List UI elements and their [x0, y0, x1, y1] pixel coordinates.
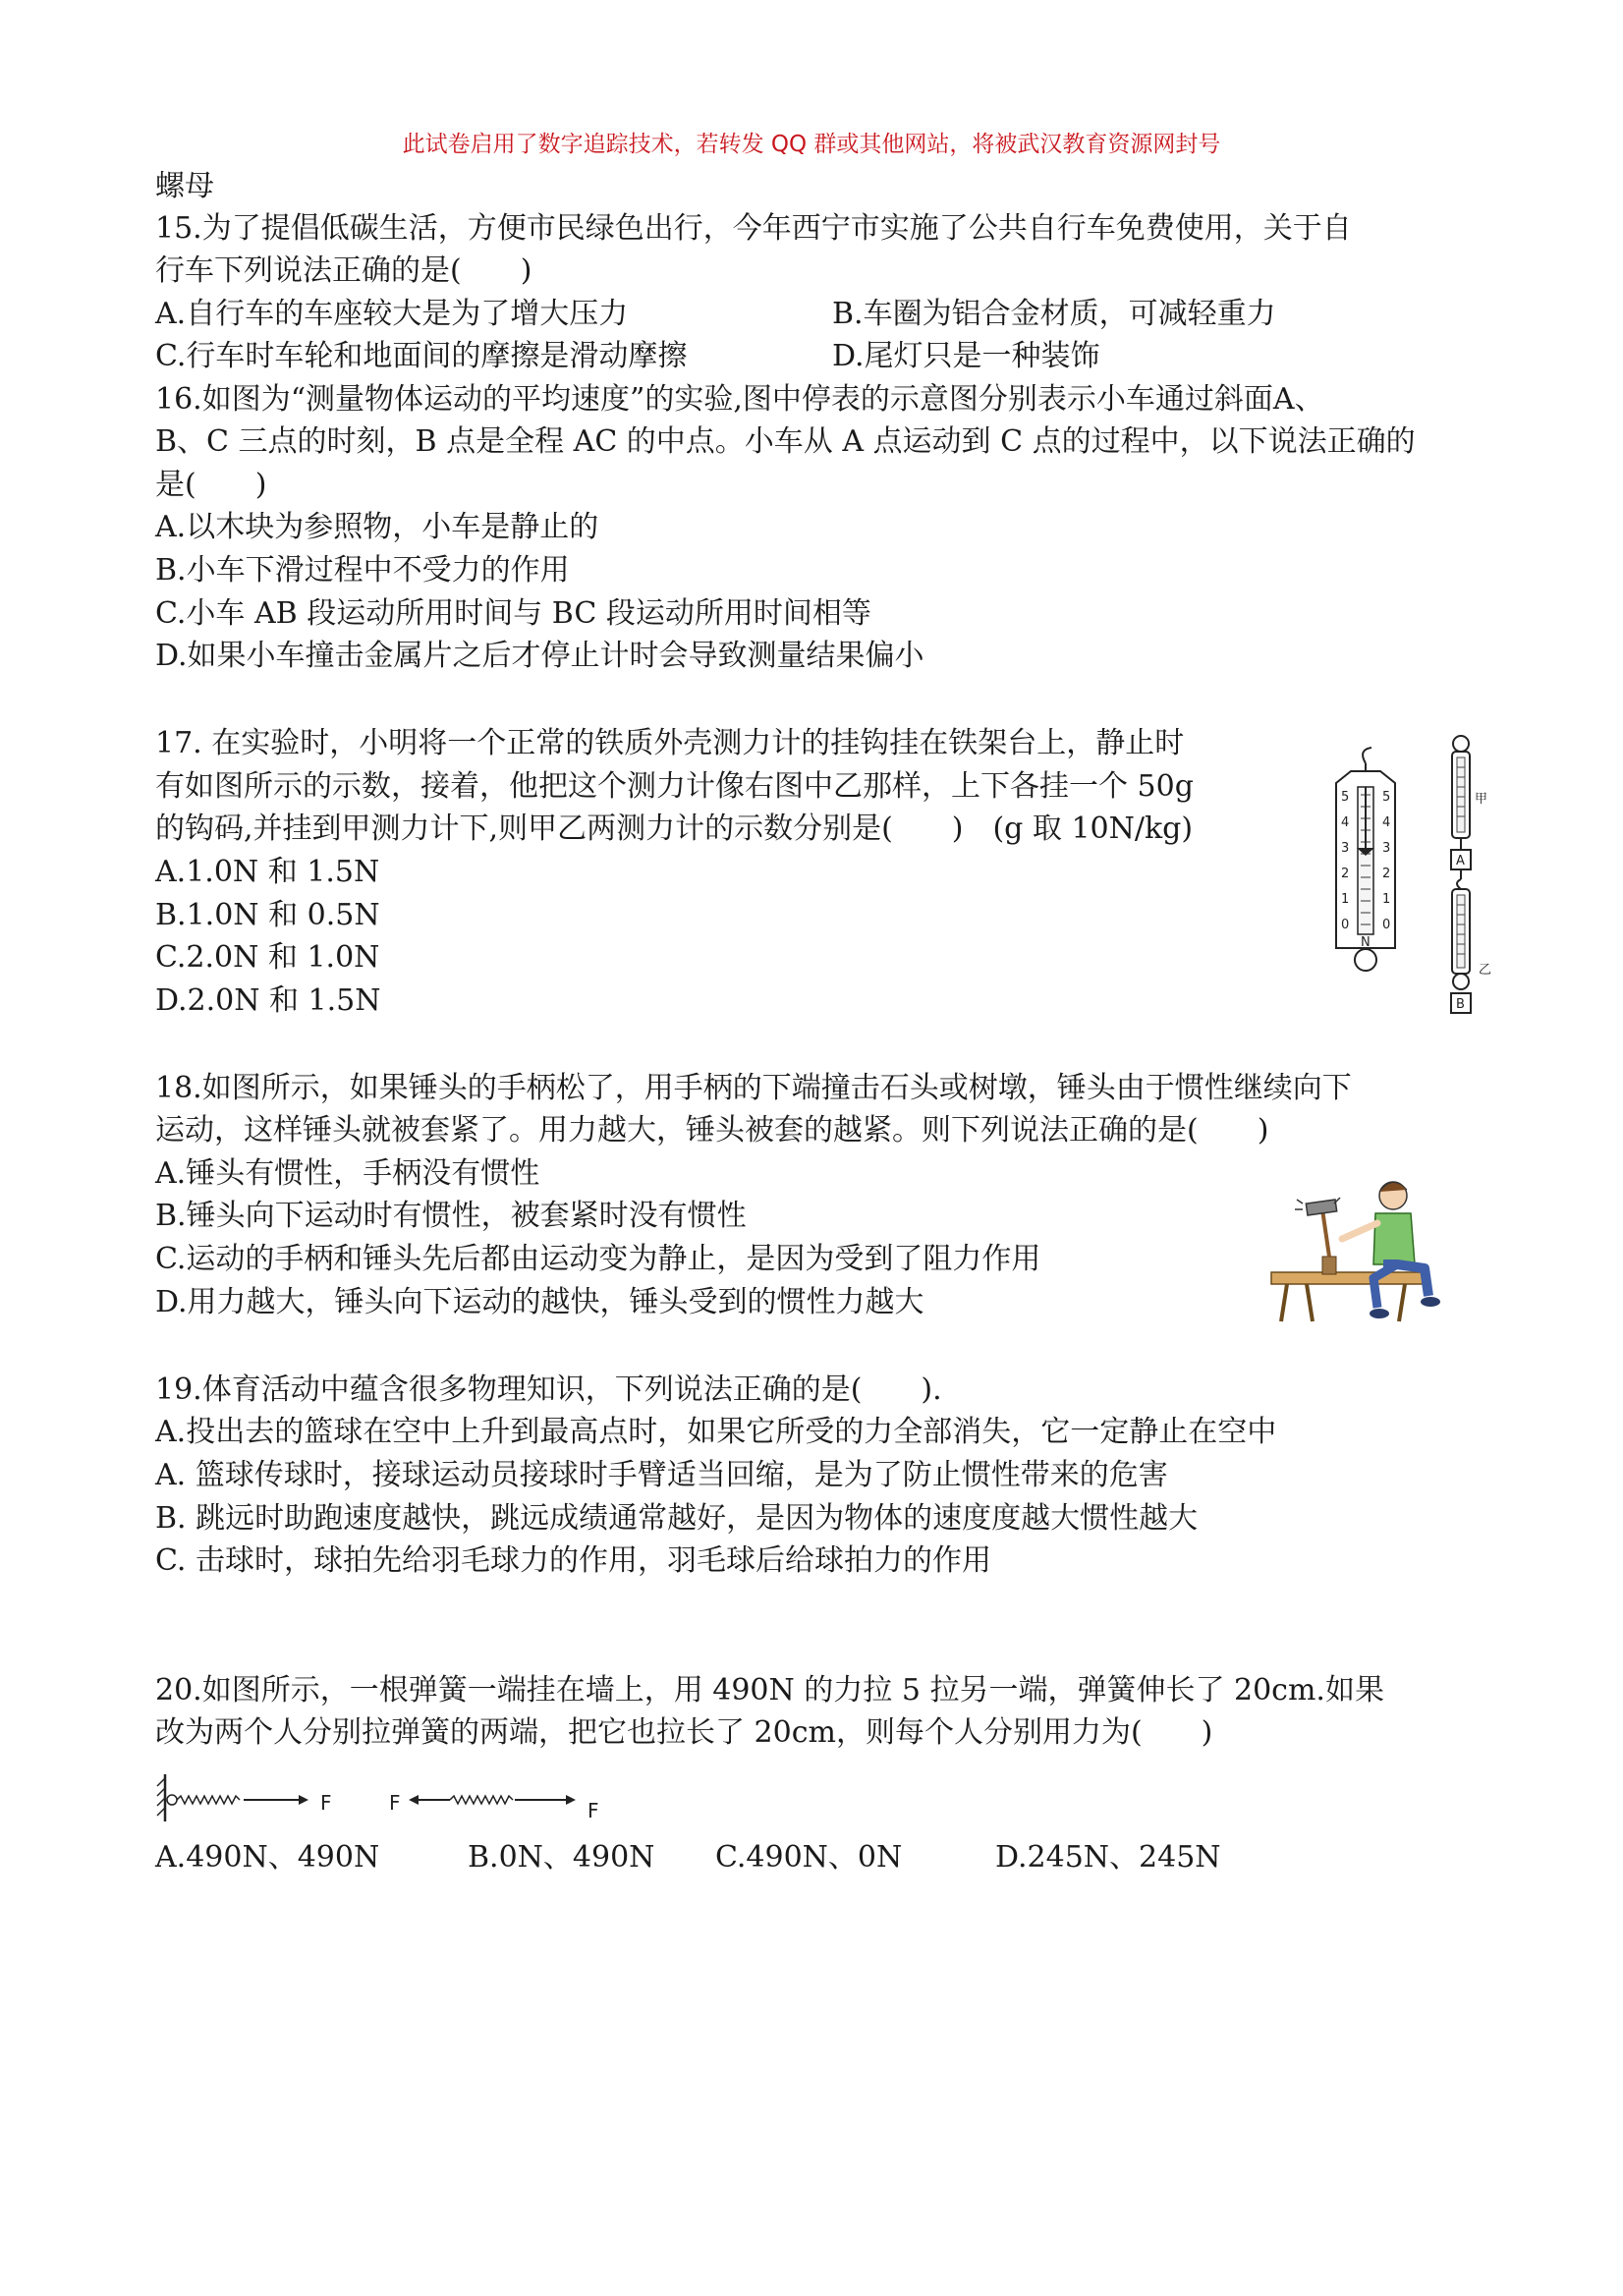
carryover-text: 螺母 [155, 169, 214, 203]
q19-option: C. 击球时，球拍先给羽毛球力的作用，羽毛球后给球拍力的作用 [155, 1543, 991, 1578]
q16-stem-line: B、C 三点的时刻，B 点是全程 AC 的中点。小车从 A 点运动到 C 点的过程中，以下说法正确的 [155, 424, 1416, 459]
q16-option-a: A.以木块为参照物，小车是静止的 [155, 510, 599, 544]
q15-stem-line: 行车下列说法正确的是( ) [155, 253, 532, 288]
q20-stem-line: 改为两个人分别拉弹簧的两端，把它也拉长了 20cm，则每个人分别用力为( ) [155, 1715, 1213, 1750]
scale-number: 0 [1341, 918, 1350, 932]
label-yi: 乙 [1479, 963, 1492, 978]
q17-stem-line: 17. 在实验时，小明将一个正常的铁质外壳测力计的挂钩挂在铁架台上，静止时 [155, 726, 1185, 760]
scale-number: 5 [1382, 790, 1391, 805]
q19-option: A. 篮球传球时，接球运动员接球时手臂适当回缩，是为了防止惯性带来的危害 [155, 1458, 1168, 1492]
spring-figure [155, 1768, 627, 1827]
spring-scale-figure [1321, 732, 1518, 1027]
scale-number: 1 [1341, 892, 1350, 907]
q15-option-b: B.车圈为铝合金材质，可减轻重力 [832, 297, 1276, 331]
q20-stem-line: 20.如图所示，一根弹簧一端挂在墙上，用 490N 的力拉 5 拉另一端，弹簧伸长了 20cm.如果 [155, 1673, 1384, 1708]
hammer-illustration [1267, 1174, 1444, 1331]
q17-option-a: A.1.0N 和 1.5N [155, 855, 380, 889]
scale-number: 4 [1382, 815, 1391, 830]
q16-stem-line: 是( ) [155, 468, 267, 502]
q18-stem-line: 运动，这样锤头就被套紧了。用力越大，锤头被套的越紧。则下列说法正确的是( ) [155, 1113, 1269, 1148]
q16-option-d: D.如果小车撞击金属片之后才停止计时会导致测量结果偏小 [155, 639, 924, 673]
scale-number: 5 [1341, 790, 1350, 805]
scale-number: 2 [1341, 867, 1350, 881]
q18-option-c: C.运动的手柄和锤头先后都由运动变为静止，是因为受到了阻力作用 [155, 1242, 1041, 1276]
force-label: F [588, 1799, 599, 1822]
q15-option-a: A.自行车的车座较大是为了增大压力 [155, 297, 629, 331]
weight-label-a: A [1456, 854, 1465, 868]
weight-label-b: B [1456, 997, 1465, 1012]
q18-option-b: B.锤头向下运动时有惯性，被套紧时没有惯性 [155, 1199, 747, 1233]
q18-option-a: A.锤头有惯性，手柄没有惯性 [155, 1156, 540, 1191]
q17-option-c: C.2.0N 和 1.0N [155, 940, 380, 975]
scale-unit: N [1361, 935, 1371, 950]
q16-option-b: B.小车下滑过程中不受力的作用 [155, 553, 570, 588]
label-jia: 甲 [1475, 792, 1488, 807]
q17-option-b: B.1.0N 和 0.5N [155, 898, 380, 932]
q19-option: A.投出去的篮球在空中上升到最高点时，如果它所受的力全部消失，它一定静止在空中 [155, 1415, 1277, 1449]
q17-stem-line: 的钩码,并挂到甲测力计下,则甲乙两测力计的示数分别是( ) (g 取 10N/kg) [155, 812, 1194, 846]
force-label: F [320, 1791, 332, 1815]
q19-option: B. 跳远时助跑速度越快，跳远成绩通常越好，是因为物体的速度度越大惯性越大 [155, 1501, 1199, 1536]
scale-number: 2 [1382, 867, 1391, 881]
q16-option-c: C.小车 AB 段运动所用时间与 BC 段运动所用时间相等 [155, 596, 871, 631]
q15-option-c: C.行车时车轮和地面间的摩擦是滑动摩擦 [155, 339, 688, 373]
scale-number: 1 [1382, 892, 1391, 907]
q19-stem-line: 19.体育活动中蕴含很多物理知识，下列说法正确的是( ). [155, 1372, 942, 1407]
scale-number: 3 [1341, 841, 1350, 856]
q15-stem-line: 15.为了提倡低碳生活，方便市民绿色出行，今年西宁市实施了公共自行车免费使用，关于自 [155, 211, 1352, 246]
q18-stem-line: 18.如图所示，如果锤头的手柄松了，用手柄的下端撞击石头或树墩，锤头由于惯性继续向下 [155, 1071, 1352, 1105]
scale-number: 0 [1382, 918, 1391, 932]
q18-option-d: D.用力越大，锤头向下运动的越快，锤头受到的惯性力越大 [155, 1285, 924, 1319]
q17-stem-line: 有如图所示的示数，接着，他把这个测力计像右图中乙那样，上下各挂一个 50g [155, 769, 1194, 804]
q15-option-d: D.尾灯只是一种装饰 [832, 339, 1100, 373]
force-label: F [389, 1791, 401, 1815]
q20-option-b: B.0N、490N [468, 1840, 655, 1875]
q16-stem-line: 16.如图为“测量物体运动的平均速度”的实验,图中停表的示意图分别表示小车通过斜面A、 [155, 382, 1324, 417]
q17-option-d: D.2.0N 和 1.5N [155, 983, 381, 1018]
scale-number: 3 [1382, 841, 1391, 856]
q20-option-c: C.490N、0N [715, 1840, 903, 1875]
q20-option-d: D.245N、245N [995, 1840, 1221, 1875]
watermark-banner: 此试卷启用了数字追踪技术，若转发 QQ 群或其他网站，将被武汉教育资源网封号 [402, 132, 1221, 157]
scale-number: 4 [1341, 815, 1350, 830]
q20-option-a: A.490N、490N [155, 1840, 380, 1875]
